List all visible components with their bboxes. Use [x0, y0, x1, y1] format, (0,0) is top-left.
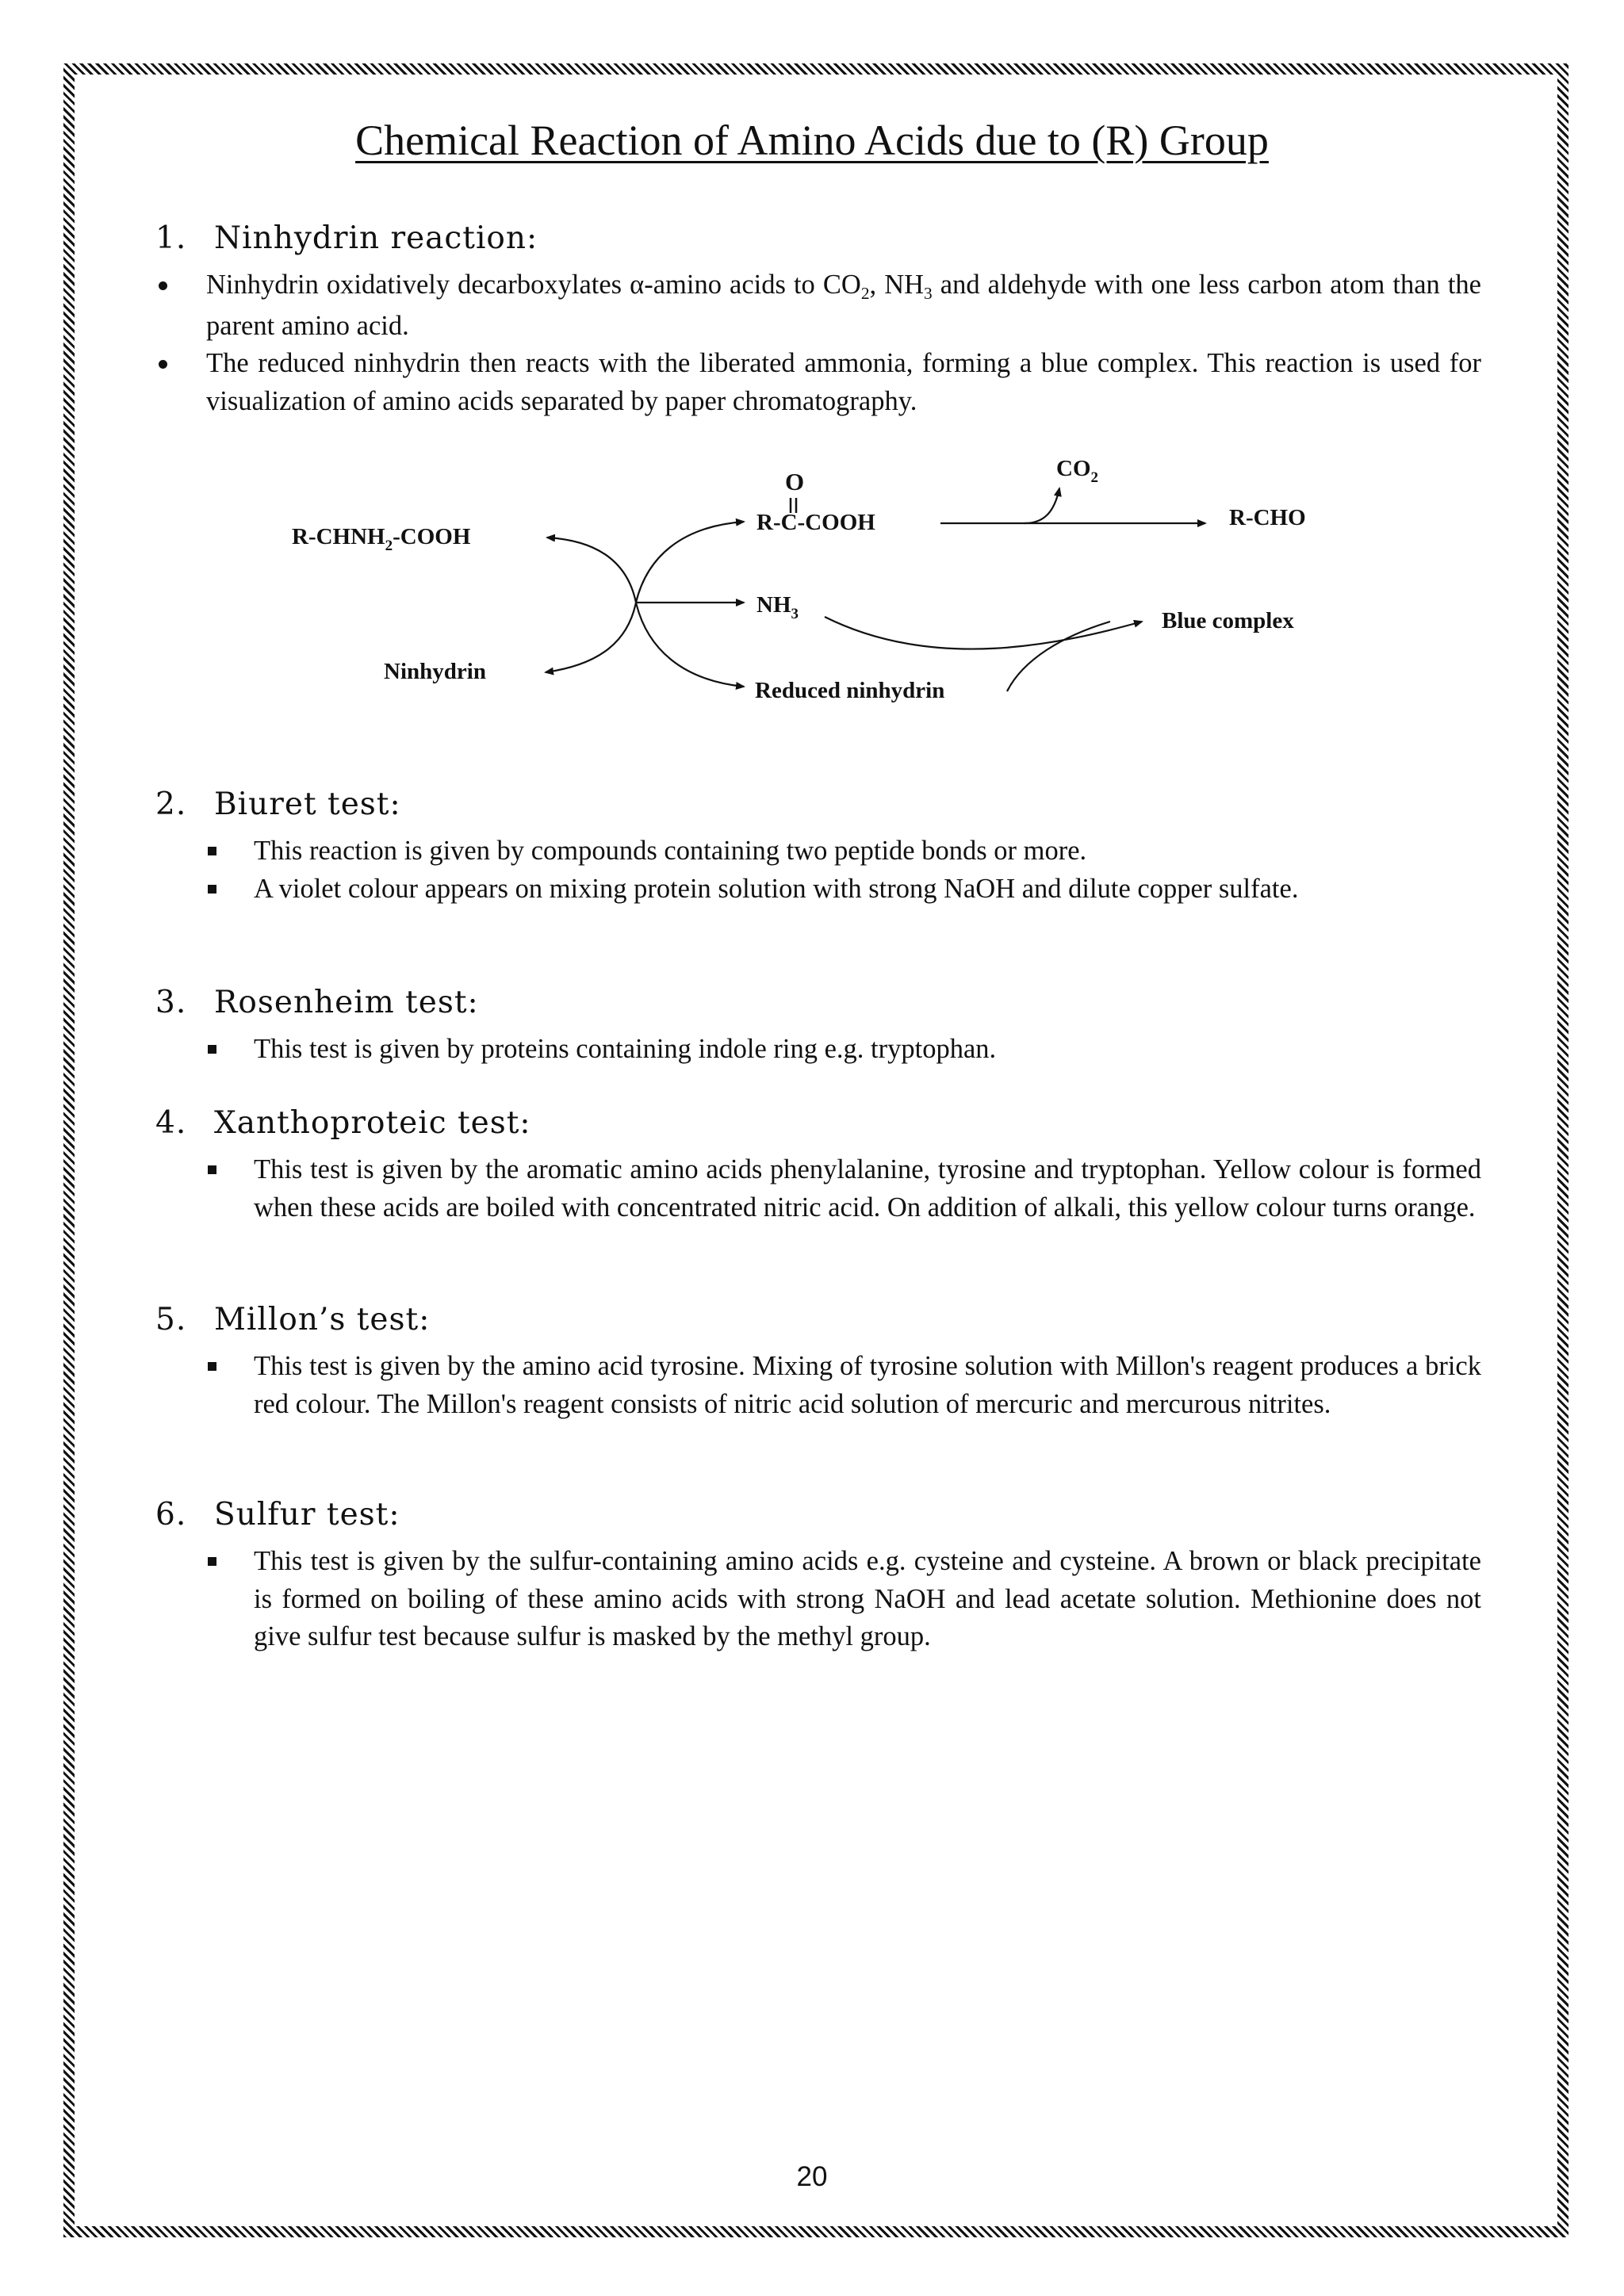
arrow-to-amino-acid — [547, 538, 636, 603]
section-millons — [155, 1300, 1481, 1423]
bullet-icon — [208, 1165, 216, 1174]
arrow-to-co2 — [1025, 488, 1059, 523]
bullet-list — [155, 266, 1481, 420]
section-heading — [155, 1495, 1481, 1535]
section-heading — [155, 219, 1481, 258]
bullet-icon — [208, 1362, 216, 1371]
ammonia-label: $NH_3$ — [756, 592, 799, 622]
section-title: Rosenheim test: — [214, 985, 479, 1020]
arrow-ammonia-to-complex — [825, 617, 1142, 649]
section-title: Xanthoproteic test: — [214, 1105, 531, 1141]
arrow-to-ninhydrin — [546, 603, 636, 672]
bullet-icon — [159, 360, 167, 369]
arrow-to-keto-acid — [636, 522, 744, 603]
keto-acid-label: R-C-COOH — [756, 510, 875, 535]
list-item: This test is given by the amino acid tyrosine. Mixing of tyrosine solution with Millon's reagent produces a brick red colour. The Millon's reagent consists of nitric acid solution of mercuric and mercurous nitrites. — [155, 1348, 1481, 1423]
bullet-icon — [159, 281, 167, 290]
section-number: 2. — [155, 786, 187, 822]
bullet-list — [155, 832, 1481, 908]
arrow-reduced-ninhydrin-to-complex — [1007, 622, 1110, 691]
bullet-icon — [208, 885, 216, 894]
carbonyl-oxygen-label: O — [785, 468, 805, 496]
section-heading — [155, 1104, 1481, 1143]
bullet-icon — [208, 1557, 216, 1566]
blue-complex-label: Blue complex — [1162, 608, 1294, 633]
section-number: 6. — [155, 1497, 187, 1533]
reduced-ninhydrin-label: Reduced ninhydrin — [755, 678, 945, 703]
list-item: A violet colour appears on mixing protein solution with strong NaOH and dilute copper sulfate. — [155, 871, 1481, 909]
section-number: 5. — [155, 1302, 187, 1337]
arrow-to-reduced-ninhydrin — [636, 603, 744, 687]
list-item: This test is given by the aromatic amino acids phenylalanine, tyrosine and tryptophan. Yellow colour is formed when these acids are boiled with concentrated nitric acid. On addition of alkali, this yellow colour turns orange. — [155, 1151, 1481, 1226]
section-number: 4. — [155, 1105, 187, 1141]
section-rosenheim — [155, 983, 1481, 1069]
page-title: Chemical Reaction of Amino Acids due to (R) Group — [355, 117, 1269, 164]
bullet-list — [155, 1151, 1481, 1226]
section-title: Biuret test: — [214, 786, 401, 822]
page-number: 20 — [796, 2161, 828, 2192]
list-item: This test is given by the sulfur-containing amino acids e.g. cysteine and cysteine. A brown or black precipitate is formed on boiling of these amino acids with strong NaOH and lead acetate solution. Methionine does not give sulfur test because sulfur is masked by the methyl group. — [155, 1543, 1481, 1656]
section-xanthoproteic — [155, 1104, 1481, 1226]
list-item: This test is given by proteins containing indole ring e.g. tryptophan. — [155, 1031, 1481, 1069]
section-sulfur — [155, 1495, 1481, 1656]
amino-acid-label: $R-CHNH_2$-COOH — [292, 524, 471, 554]
section-heading — [155, 785, 1481, 825]
section-biuret — [155, 785, 1481, 908]
bullet-list — [155, 1543, 1481, 1656]
section-title: Millon’s test: — [214, 1302, 431, 1337]
ninhydrin-reaction-diagram — [270, 453, 1364, 715]
bullet-list — [155, 1348, 1481, 1423]
list-item: This reaction is given by compounds containing two peptide bonds or more. — [155, 832, 1481, 871]
bullet-icon — [208, 1045, 216, 1054]
bullet-icon — [208, 847, 216, 855]
section-title: Sulfur test: — [214, 1497, 400, 1533]
co2-label: $CO_2$ — [1056, 456, 1098, 486]
aldehyde-label: R-CHO — [1229, 505, 1306, 530]
section-number: 3. — [155, 985, 187, 1020]
section-number: 1. — [155, 220, 187, 256]
section-title: Ninhydrin reaction: — [214, 220, 538, 256]
section-heading — [155, 1300, 1481, 1340]
section-ninhydrin — [155, 219, 1481, 420]
bullet-list — [155, 1031, 1481, 1069]
list-item: Ninhydrin oxidatively decarboxylates α-amino acids to CO2, NH3 and aldehyde with one less carbon atom than the parent amino acid. — [155, 266, 1481, 345]
section-heading — [155, 983, 1481, 1023]
list-item: The reduced ninhydrin then reacts with the liberated ammonia, forming a blue complex. This reaction is used for visualization of amino acids separated by paper chromatography. — [155, 345, 1481, 420]
ninhydrin-label: Ninhydrin — [384, 659, 486, 684]
